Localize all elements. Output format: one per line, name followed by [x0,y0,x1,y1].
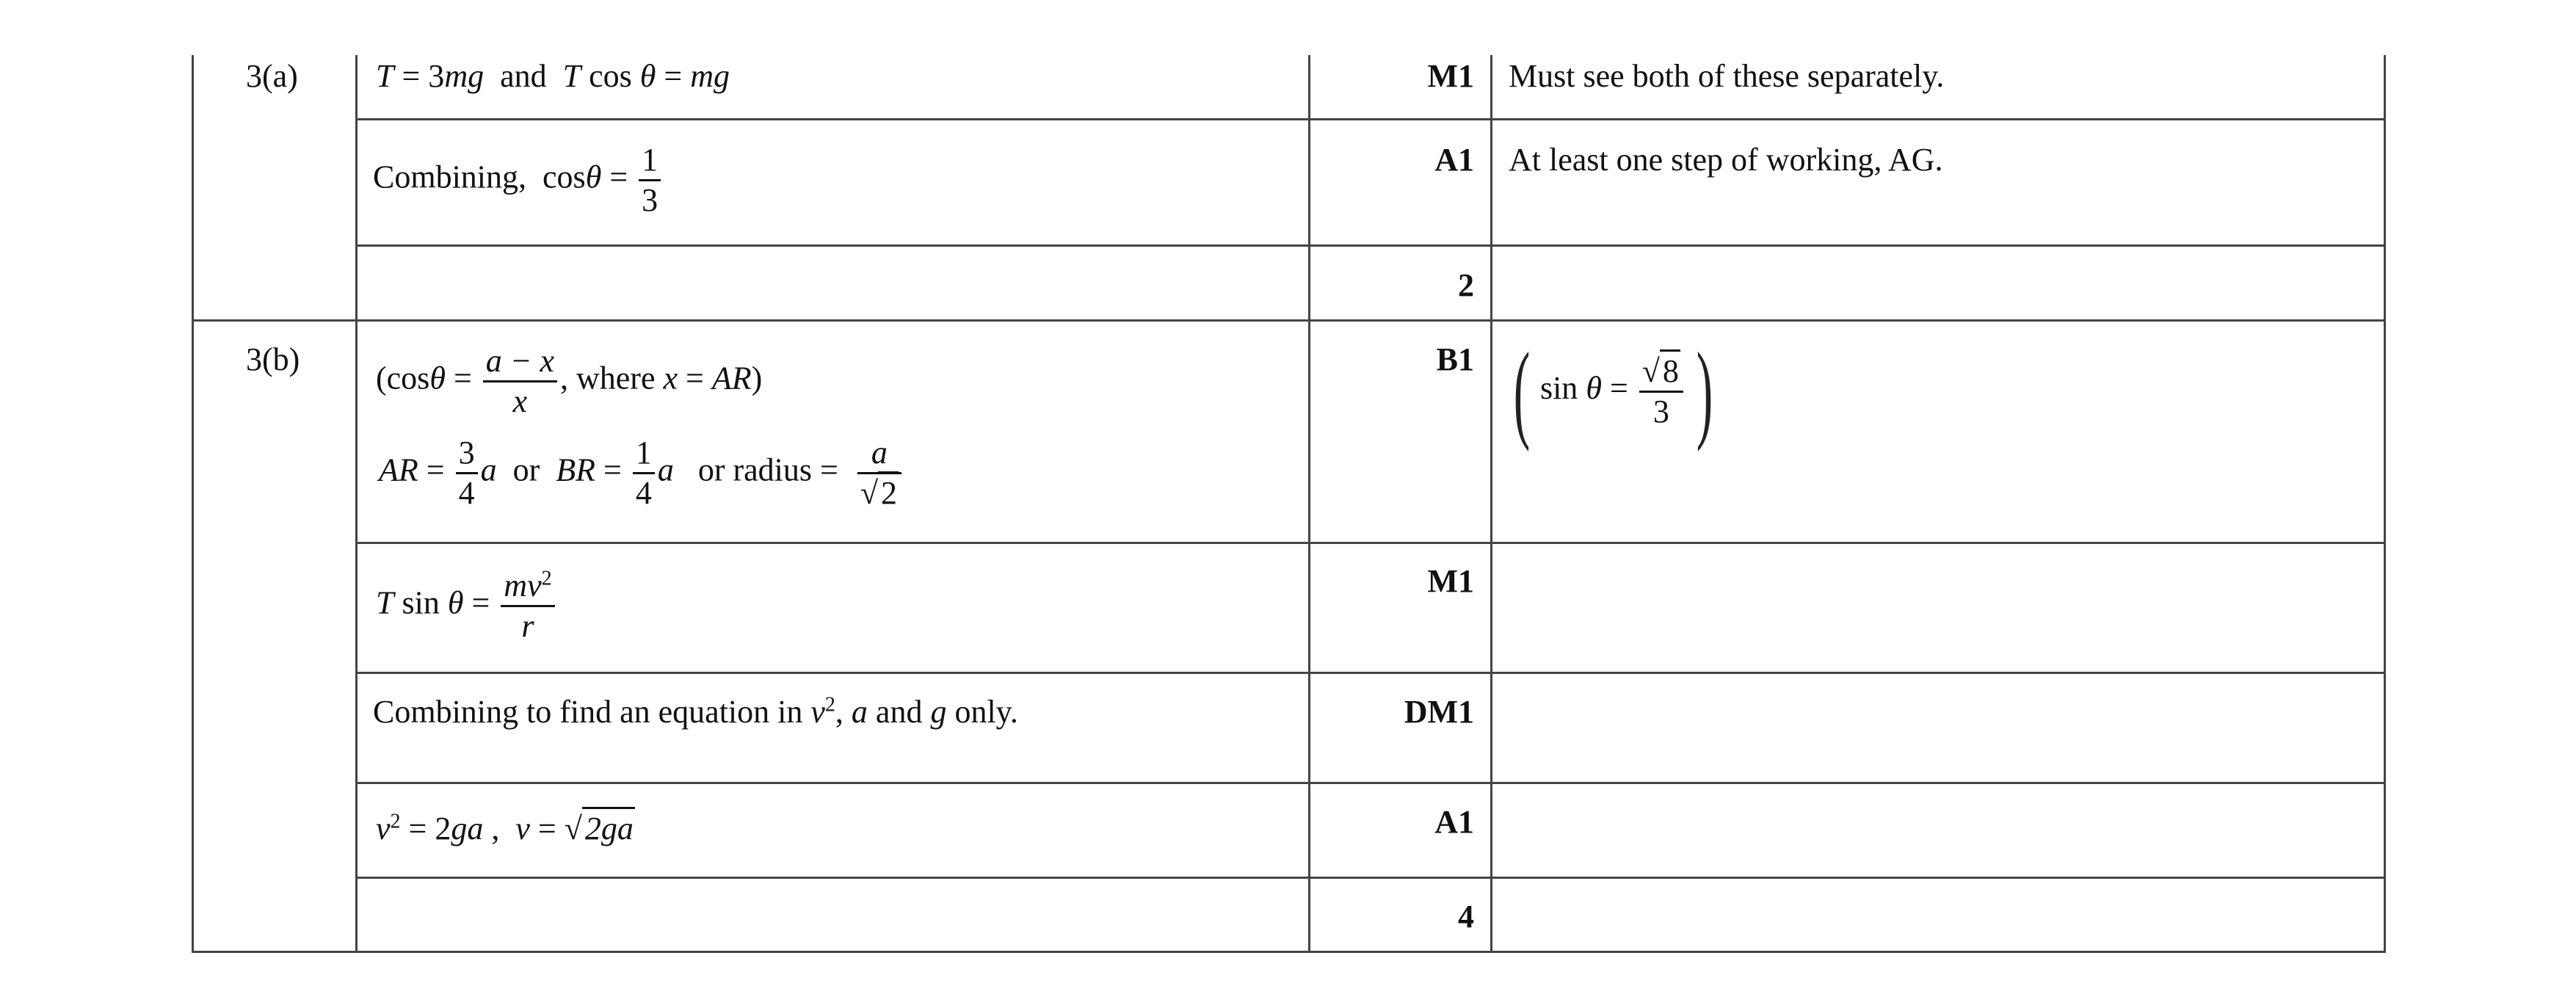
mark-3b-row3: DM1 [1404,694,1474,730]
fraction: $\frac{√8}{3}$ [1639,355,1683,428]
row-divider [355,877,2386,879]
question-divider [192,319,2386,322]
answer-3b-row4: $v^2 = 2ga$ , v = √2ga [376,813,635,845]
fraction: $\frac{a - x}{x}$ [483,345,557,418]
table-border-left [192,55,194,953]
fraction: $\frac{mv^2}{r}$ [501,570,554,642]
column-divider-mark [1308,55,1310,953]
sqrt-sign: √ [564,811,582,846]
sqrt-sign: √ [860,475,878,511]
column-divider-answer [355,55,358,953]
fraction: $\frac{3}{4}$ [456,437,478,510]
answer-3a-row2: Combining, cosθ = $\frac{1}{3}$ [373,144,664,217]
fraction: $\frac{a}{√2}$ [857,437,901,510]
answer-3b-row2: T sin θ = $\frac{mv^2}{r}$ [376,570,558,642]
left-paren: ( [1513,330,1531,452]
answer-3b-row3: Combining to find an equation in $v^2$, a and g only. [373,693,1018,730]
total-3b: 4 [1458,899,1474,935]
answer-3a-row1: T = 3mg and T cos θ = mg [376,58,730,94]
row-divider [355,542,2386,544]
mark-3a-row1: M1 [1427,58,1474,94]
row-divider [355,672,2386,674]
mark-3b-row4: A1 [1434,804,1474,840]
guidance-3a-row1: Must see both of these separately. [1509,58,1945,94]
row-divider [355,782,2386,784]
mark-3b-row2: M1 [1427,563,1474,599]
table-border-right [2384,55,2386,953]
answer-3b-row1-line2: AR = $\frac{3}{4}$ a or BR = $\frac{1}{4}$ a or radius = $\frac{a}{√2}$ [379,437,904,510]
column-divider-guidance [1490,55,1492,953]
row-divider [355,244,2386,247]
right-paren: ) [1696,330,1713,452]
guidance-3a-row2: At least one step of working, AG. [1509,142,1943,178]
fraction: $\frac{1}{4}$ [633,437,655,510]
sqrt-sign: √ [1641,352,1660,389]
question-label-3a: 3(a) [246,58,298,94]
table-border-bottom [192,951,2386,953]
mark-3a-row2: A1 [1434,142,1474,178]
mark-3b-row1: B1 [1436,341,1474,377]
guidance-3b-row1: ( sin θ = $\frac{√8}{3}$ ) [1513,330,1713,452]
answer-3b-row1-line1: (cosθ = $\frac{a - x}{x}$ , where x = AR) [376,343,763,419]
total-3a: 2 [1458,267,1474,303]
question-label-3b: 3(b) [246,341,300,377]
row-divider [355,118,2386,120]
fraction: $\frac{1}{3}$ [639,144,661,217]
